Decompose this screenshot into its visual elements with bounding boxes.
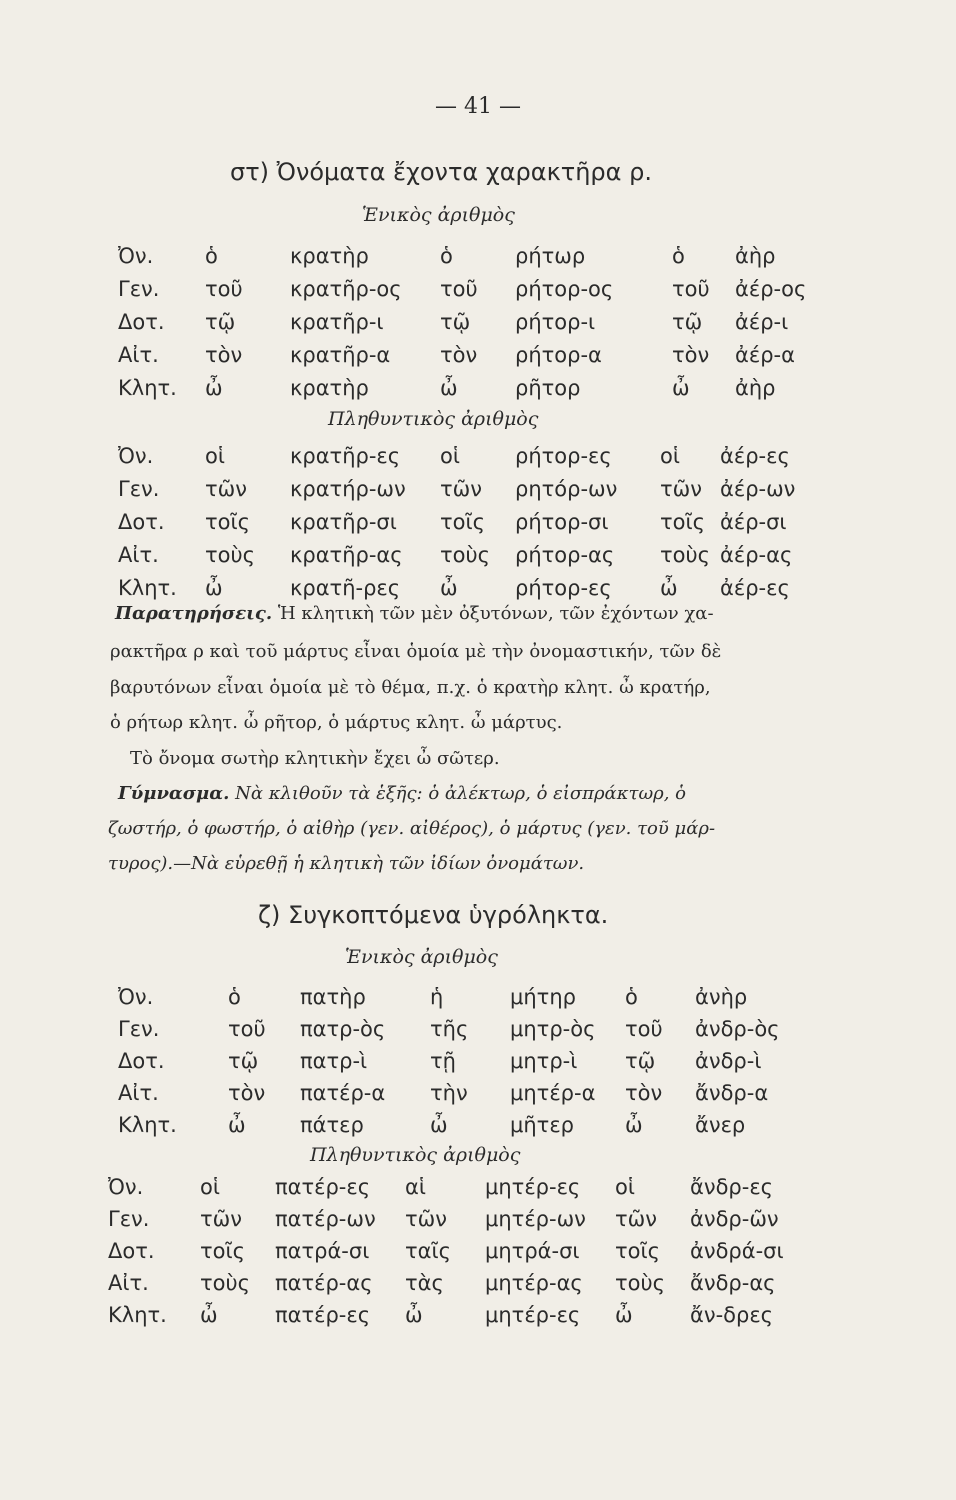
noun-form: μητρά-σι bbox=[485, 1239, 580, 1263]
noun-form: ρήτορ-ος bbox=[515, 277, 614, 301]
article: τὸν bbox=[205, 343, 243, 367]
article: τῇ bbox=[430, 1049, 456, 1073]
article: ταῖς bbox=[405, 1239, 451, 1263]
noun-form: ἄνδρ-ας bbox=[690, 1271, 776, 1295]
noun-form: κρατὴρ bbox=[290, 376, 369, 400]
table-row bbox=[0, 477, 956, 505]
noun-form: ἀέρ-ας bbox=[720, 543, 793, 567]
noun-form: κρατῆρ-σι bbox=[290, 510, 397, 534]
remarks-line-3: βαρυτόνων εἶναι ὁμοία μὲ τὸ θέμα, π.χ. ὁ κρατὴρ κλητ. ὦ κρατήρ, bbox=[110, 677, 711, 698]
article: τοῦ bbox=[625, 1017, 663, 1041]
remarks-line-1 bbox=[115, 603, 714, 624]
article: ὦ bbox=[440, 576, 458, 600]
noun-form: ἀέρ-α bbox=[735, 343, 795, 367]
case-label: Γεν. bbox=[118, 277, 160, 301]
noun-form: μητέρ-ων bbox=[485, 1207, 586, 1231]
table-row bbox=[0, 1175, 956, 1203]
noun-form: ἀνδρ-ὸς bbox=[695, 1017, 780, 1041]
noun-form: κρατῆρ-ας bbox=[290, 543, 403, 567]
noun-form: πατέρ-α bbox=[300, 1081, 386, 1105]
article: τῶν bbox=[440, 477, 482, 501]
noun-form: ἀνδρ-ῶν bbox=[690, 1207, 779, 1231]
table-row bbox=[0, 576, 956, 604]
table-row bbox=[0, 1113, 956, 1141]
article: ὦ bbox=[205, 376, 223, 400]
noun-form: πατέρ-ων bbox=[275, 1207, 376, 1231]
noun-form: ρήτορ-ι bbox=[515, 310, 596, 334]
noun-form: κρατῆρ-ες bbox=[290, 444, 401, 468]
exercise-line-3: τυρος).—Νὰ εὑρεθῇ ἡ κλητικὴ τῶν ἰδίων ὀνομάτων. bbox=[108, 853, 585, 874]
article: τοῦ bbox=[205, 277, 243, 301]
article: τοῦ bbox=[228, 1017, 266, 1041]
table-row bbox=[0, 343, 956, 371]
case-label: Ὀν. bbox=[108, 1175, 144, 1199]
remarks-line-5: Τὸ ὄνομα σωτὴρ κλητικὴν ἔχει ὦ σῶτερ. bbox=[130, 748, 500, 769]
case-label: Αἰτ. bbox=[118, 343, 159, 367]
article: ὦ bbox=[672, 376, 690, 400]
remarks-label: Παρατηρήσεις. bbox=[115, 603, 273, 624]
article: τῷ bbox=[440, 310, 471, 334]
table-row bbox=[0, 244, 956, 272]
noun-form: ἀέρ-ες bbox=[720, 576, 790, 600]
page-number: — 41 — bbox=[435, 94, 521, 119]
article: τοῦ bbox=[440, 277, 478, 301]
case-label: Κλητ. bbox=[108, 1303, 167, 1327]
noun-form: ἀνδρά-σι bbox=[690, 1239, 784, 1263]
noun-form: πατρά-σι bbox=[275, 1239, 370, 1263]
table-row bbox=[0, 1271, 956, 1299]
article: τοῖς bbox=[660, 510, 705, 534]
article: τὰς bbox=[405, 1271, 444, 1295]
section-title-syncopated: ζ) Συγκοπτόμενα ὑγρόληκτα. bbox=[258, 901, 609, 929]
remarks-line-4: ὁ ρήτωρ κλητ. ὦ ρῆτορ, ὁ μάρτυς κλητ. ὦ μάρτυς. bbox=[110, 712, 563, 733]
noun-form: μητέρ-ες bbox=[485, 1303, 581, 1327]
noun-form: ρήτορ-σι bbox=[515, 510, 609, 534]
noun-form: ἄν-δρες bbox=[690, 1303, 774, 1327]
noun-form: ρήτορ-ες bbox=[515, 444, 612, 468]
noun-form: μητέρ-α bbox=[510, 1081, 596, 1105]
noun-form: ἀέρ-ος bbox=[735, 277, 807, 301]
noun-form: μήτηρ bbox=[510, 985, 576, 1009]
table-row bbox=[0, 985, 956, 1013]
table-row bbox=[0, 1303, 956, 1331]
article: οἱ bbox=[200, 1175, 220, 1199]
table-row bbox=[0, 510, 956, 538]
article: τοῖς bbox=[205, 510, 250, 534]
noun-form: πατὴρ bbox=[300, 985, 366, 1009]
article: ὁ bbox=[625, 985, 638, 1009]
noun-form: ἀέρ-σι bbox=[720, 510, 787, 534]
table-row bbox=[0, 444, 956, 472]
article: τὸν bbox=[440, 343, 478, 367]
table-row bbox=[0, 543, 956, 571]
case-label: Ὀν. bbox=[118, 444, 154, 468]
table-row bbox=[0, 376, 956, 404]
article: ὁ bbox=[205, 244, 218, 268]
article: ὦ bbox=[205, 576, 223, 600]
case-label: Δοτ. bbox=[118, 510, 165, 534]
noun-form: ἄνδρ-α bbox=[695, 1081, 769, 1105]
noun-form: ρήτωρ bbox=[515, 244, 586, 268]
case-label: Γεν. bbox=[118, 477, 160, 501]
article: τῷ bbox=[228, 1049, 259, 1073]
article: ὁ bbox=[672, 244, 685, 268]
noun-form: πάτερ bbox=[300, 1113, 364, 1137]
article: ἡ bbox=[430, 985, 444, 1009]
noun-form: κρατῆρ-ος bbox=[290, 277, 402, 301]
case-label: Αἰτ. bbox=[118, 1081, 159, 1105]
article: τοὺς bbox=[615, 1271, 665, 1295]
article: τῶν bbox=[200, 1207, 242, 1231]
remarks-line-2: ρακτῆρα ρ καὶ τοῦ μάρτυς εἶναι ὁμοία μὲ τὴν ὀνομαστικήν, τῶν δὲ bbox=[110, 641, 722, 662]
table-row bbox=[0, 1017, 956, 1045]
article: τῷ bbox=[205, 310, 236, 334]
table-row bbox=[0, 1081, 956, 1109]
noun-form: ρητόρ-ων bbox=[515, 477, 618, 501]
article: τοὺς bbox=[200, 1271, 250, 1295]
article: τῶν bbox=[660, 477, 702, 501]
article: τὸν bbox=[672, 343, 710, 367]
case-label: Γεν. bbox=[118, 1017, 160, 1041]
noun-form: πατέρ-ες bbox=[275, 1303, 371, 1327]
case-label: Δοτ. bbox=[118, 1049, 165, 1073]
article: τοὺς bbox=[440, 543, 490, 567]
article: αἱ bbox=[405, 1175, 426, 1199]
noun-form: ἀνδρ-ὶ bbox=[695, 1049, 762, 1073]
noun-form: πατέρ-ες bbox=[275, 1175, 371, 1199]
case-label: Αἰτ. bbox=[108, 1271, 149, 1295]
article: ὁ bbox=[228, 985, 241, 1009]
article: τοῖς bbox=[200, 1239, 245, 1263]
case-label: Αἰτ. bbox=[118, 543, 159, 567]
case-label: Ὀν. bbox=[118, 244, 154, 268]
article: τῶν bbox=[615, 1207, 657, 1231]
noun-form: ἀέρ-ι bbox=[735, 310, 789, 334]
plural-label: Πληθυντικὸς ἀριθμὸς bbox=[328, 408, 539, 430]
article: τοῖς bbox=[615, 1239, 660, 1263]
table-row bbox=[0, 310, 956, 338]
remarks-text: Ἡ κλητικὴ τῶν μὲν ὀξυτόνων, τῶν ἐχόντων χα- bbox=[277, 603, 714, 624]
noun-form: μητέρ-ες bbox=[485, 1175, 581, 1199]
noun-form: μητρ-ὶ bbox=[510, 1049, 578, 1073]
article: τῶν bbox=[405, 1207, 447, 1231]
noun-form: ἀέρ-ες bbox=[720, 444, 790, 468]
article: ὦ bbox=[228, 1113, 246, 1137]
case-label: Κλητ. bbox=[118, 376, 177, 400]
case-label: Κλητ. bbox=[118, 1113, 177, 1137]
noun-form: κρατῆρ-ι bbox=[290, 310, 384, 334]
case-label: Δοτ. bbox=[108, 1239, 155, 1263]
table-row bbox=[0, 1049, 956, 1077]
article: τὴν bbox=[430, 1081, 468, 1105]
exercise-line-1 bbox=[118, 783, 686, 804]
article: ὦ bbox=[430, 1113, 448, 1137]
article: οἱ bbox=[440, 444, 460, 468]
noun-form: πατέρ-ας bbox=[275, 1271, 373, 1295]
article: ὁ bbox=[440, 244, 453, 268]
section-title-rho-stem: στ) Ὀνόματα ἔχοντα χαρακτῆρα ρ. bbox=[230, 158, 652, 186]
singular-label: Ἑνικὸς ἀριθμὸς bbox=[362, 204, 515, 226]
noun-form: ρήτορ-α bbox=[515, 343, 602, 367]
article: ὦ bbox=[660, 576, 678, 600]
case-label: Δοτ. bbox=[118, 310, 165, 334]
table-row bbox=[0, 277, 956, 305]
article: ὦ bbox=[405, 1303, 423, 1327]
article: τῷ bbox=[625, 1049, 656, 1073]
table-row bbox=[0, 1207, 956, 1235]
noun-form: ρήτορ-ας bbox=[515, 543, 615, 567]
article: τῶν bbox=[205, 477, 247, 501]
noun-form: κρατὴρ bbox=[290, 244, 369, 268]
article: οἱ bbox=[205, 444, 225, 468]
noun-form: κρατῆ-ρες bbox=[290, 576, 401, 600]
noun-form: ρήτορ-ες bbox=[515, 576, 612, 600]
article: τοῦ bbox=[672, 277, 710, 301]
article: τῆς bbox=[430, 1017, 469, 1041]
noun-form: ἄνδρ-ες bbox=[690, 1175, 774, 1199]
exercise-text: Νὰ κλιθοῦν τὰ ἑξῆς: ὁ ἀλέκτωρ, ὁ εἰσπράκτωρ, ὁ bbox=[235, 783, 687, 804]
article: οἱ bbox=[615, 1175, 635, 1199]
case-label: Ὀν. bbox=[118, 985, 154, 1009]
article: τοὺς bbox=[660, 543, 710, 567]
noun-form: ἀνὴρ bbox=[695, 985, 748, 1009]
article: ὦ bbox=[625, 1113, 643, 1137]
article: ὦ bbox=[615, 1303, 633, 1327]
article: τὸν bbox=[228, 1081, 266, 1105]
exercise-label: Γύμνασμα. bbox=[118, 783, 230, 804]
noun-form: μητέρ-ας bbox=[485, 1271, 583, 1295]
noun-form: ἀὴρ bbox=[735, 244, 776, 268]
noun-form: πατρ-ὶ bbox=[300, 1049, 368, 1073]
table-row bbox=[0, 1239, 956, 1267]
case-label: Κλητ. bbox=[118, 576, 177, 600]
article: τοὺς bbox=[205, 543, 255, 567]
article: ὦ bbox=[200, 1303, 218, 1327]
noun-form: πατρ-ὸς bbox=[300, 1017, 386, 1041]
noun-form: κρατῆρ-α bbox=[290, 343, 391, 367]
noun-form: ρῆτορ bbox=[515, 376, 581, 400]
plural-label-2: Πληθυντικὸς ἀριθμὸς bbox=[310, 1144, 521, 1166]
article: τοῖς bbox=[440, 510, 485, 534]
case-label: Γεν. bbox=[108, 1207, 150, 1231]
singular-label-2: Ἑνικὸς ἀριθμὸς bbox=[345, 946, 498, 968]
noun-form: μητρ-ὸς bbox=[510, 1017, 596, 1041]
noun-form: ἀὴρ bbox=[735, 376, 776, 400]
article: τὸν bbox=[625, 1081, 663, 1105]
noun-form: ἀέρ-ων bbox=[720, 477, 796, 501]
article: οἱ bbox=[660, 444, 680, 468]
article: τῷ bbox=[672, 310, 703, 334]
noun-form: ἄνερ bbox=[695, 1113, 746, 1137]
exercise-line-2: ζωστήρ, ὁ φωστήρ, ὁ αἰθὴρ (γεν. αἰθέρος), ὁ μάρτυς (γεν. τοῦ μάρ- bbox=[108, 818, 716, 839]
article: ὦ bbox=[440, 376, 458, 400]
noun-form: κρατήρ-ων bbox=[290, 477, 406, 501]
noun-form: μῆτερ bbox=[510, 1113, 574, 1137]
